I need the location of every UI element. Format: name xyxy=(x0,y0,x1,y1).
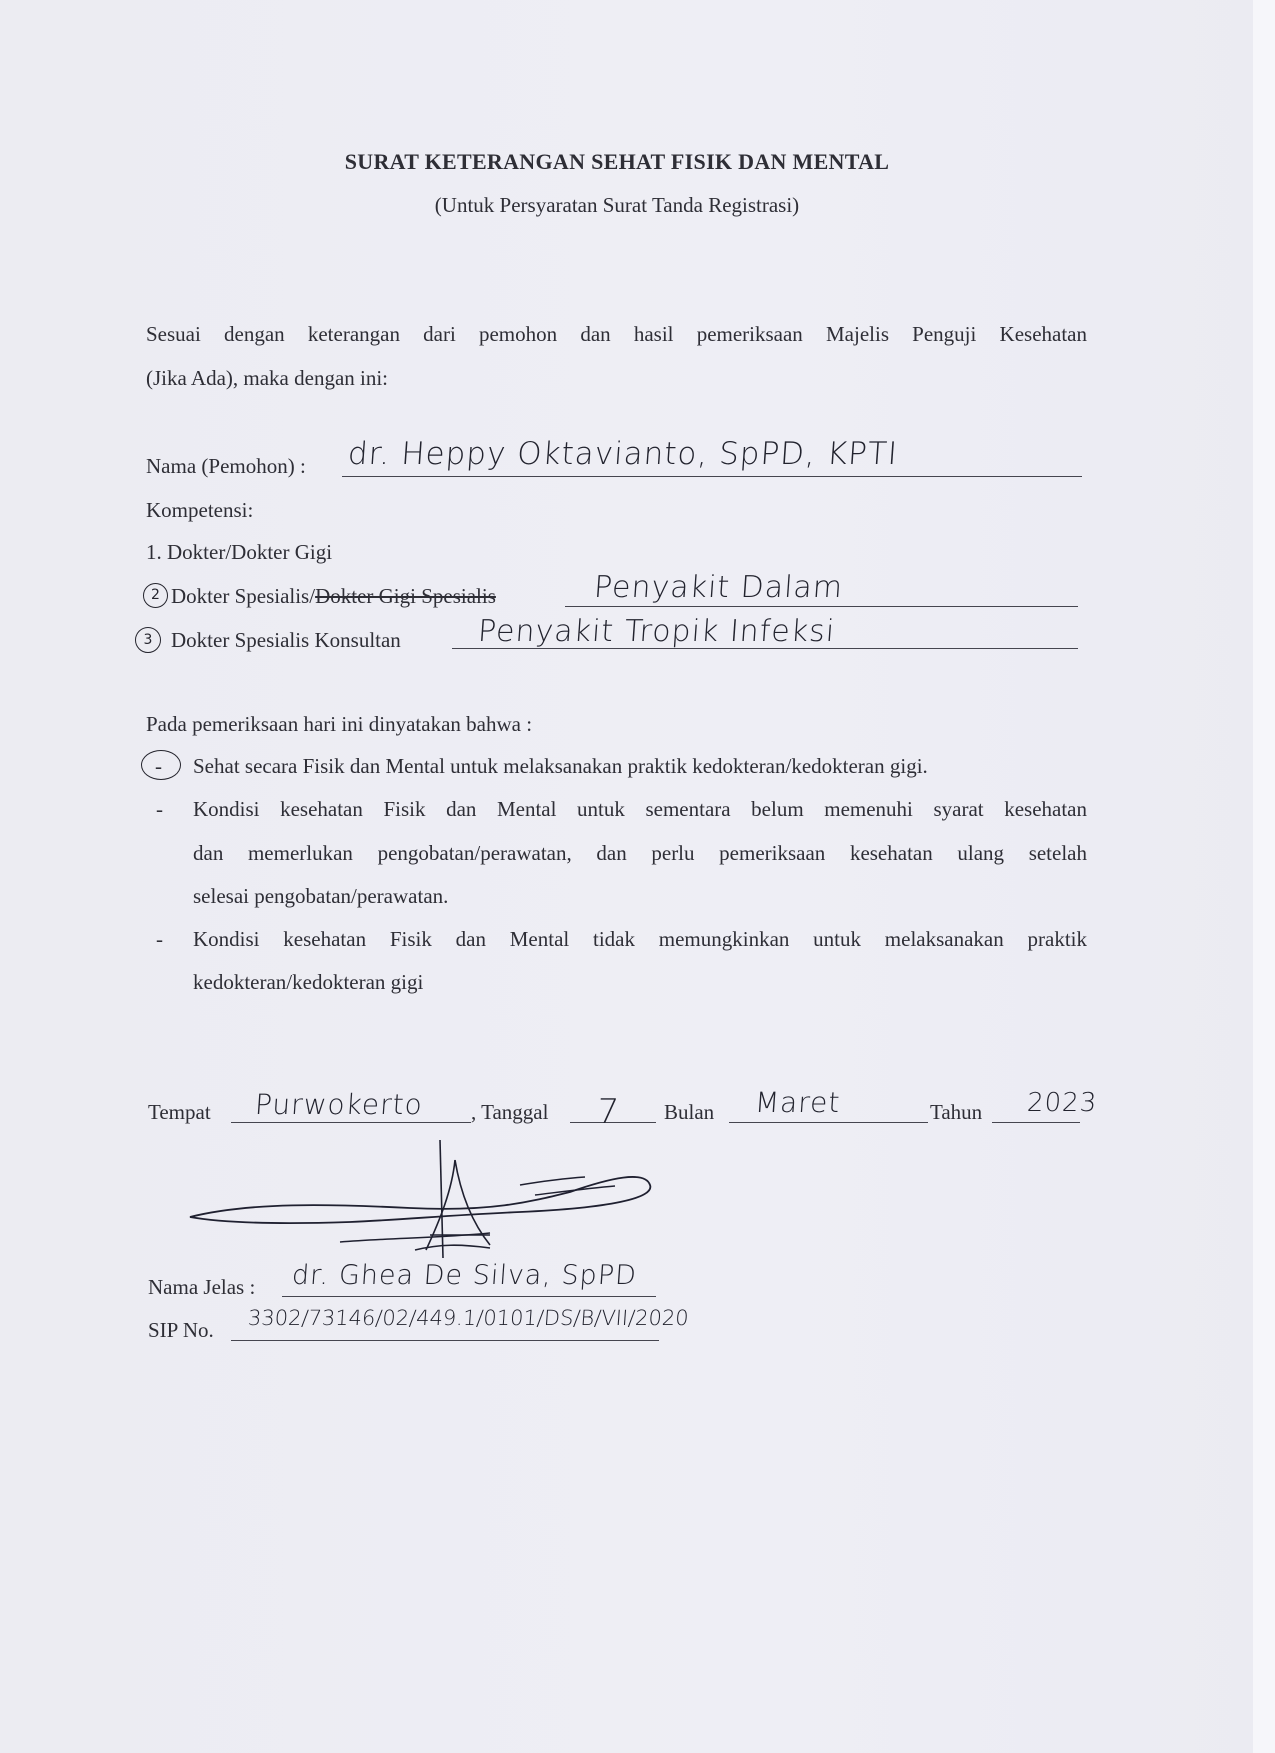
document-title: SURAT KETERANGAN SEHAT FISIK DAN MENTAL xyxy=(344,149,890,174)
year-underline xyxy=(992,1122,1080,1123)
competence-item-2-struck: Dokter Gigi Spesialis xyxy=(315,584,496,608)
circle-mark-2: 2 xyxy=(143,583,168,608)
exam-option-2-line-3: selesai pengobatan/perawatan. xyxy=(193,884,449,908)
circle-mark-3: 3 xyxy=(135,627,161,653)
applicant-name-label: Nama (Pemohon) : xyxy=(146,454,306,478)
applicant-name-value: dr. Heppy Oktavianto, SpPD, KPTI xyxy=(346,436,900,472)
competence-item-2-value: Penyakit Dalam xyxy=(592,570,845,605)
exam-option-1-text: Sehat secara Fisik dan Mental untuk melaksanakan praktik kedokteran/kedokteran gigi. xyxy=(193,754,928,778)
exam-option-3-line-1: Kondisi kesehatan Fisik dan Mental tidak memungkinkan untuk melaksanakan praktik xyxy=(193,927,1087,951)
competence-item-2-label: Dokter Spesialis/ xyxy=(171,584,316,608)
exam-option-1-bullet: - xyxy=(155,754,162,778)
exam-intro: Pada pemeriksaan hari ini dinyatakan bahwa : xyxy=(146,712,533,736)
signature-graphic xyxy=(190,1140,670,1280)
competence-item-3-label: Dokter Spesialis Konsultan xyxy=(171,628,401,652)
place-label: Tempat xyxy=(148,1100,211,1124)
month-value: Maret xyxy=(753,1086,842,1119)
year-value: 2023 xyxy=(1025,1088,1099,1118)
competence-label: Kompetensi: xyxy=(146,498,254,522)
place-underline xyxy=(231,1122,471,1123)
applicant-name-underline xyxy=(342,476,1082,477)
competence-item-2-underline xyxy=(565,606,1078,607)
signatory-name-value: dr. Ghea De Silva, SpPD xyxy=(290,1260,638,1291)
competence-item-2 xyxy=(171,584,496,609)
date-label: , Tanggal xyxy=(471,1100,549,1124)
signatory-name-label: Nama Jelas : xyxy=(148,1275,256,1299)
date-value: 7 xyxy=(595,1092,622,1132)
exam-option-3-line-2: kedokteran/kedokteran gigi xyxy=(193,970,424,994)
intro-line-1: Sesuai dengan keterangan dari pemohon dan hasil pemeriksaan Majelis Penguji Kesehatan xyxy=(146,322,1087,346)
intro-line-2: (Jika Ada), maka dengan ini: xyxy=(146,366,389,390)
sip-underline xyxy=(231,1340,659,1341)
competence-item-3-value: Penyakit Tropik Infeksi xyxy=(476,614,837,649)
exam-option-2-line-1: Kondisi kesehatan Fisik dan Mental untuk sementara belum memenuhi syarat kesehatan xyxy=(193,797,1087,821)
competence-item-1: 1. Dokter/Dokter Gigi xyxy=(146,540,333,564)
exam-option-2-line-2: dan memerlukan pengobatan/perawatan, dan perlu pemeriksaan kesehatan ulang setelah xyxy=(193,841,1087,865)
place-value: Purwokerto xyxy=(253,1088,424,1121)
sip-label: SIP No. xyxy=(148,1318,214,1342)
signatory-name-underline xyxy=(282,1296,656,1297)
month-underline xyxy=(729,1122,928,1123)
sip-value: 3302/73146/02/449.1/0101/DS/B/VII/2020 xyxy=(247,1306,690,1330)
exam-option-3-bullet: - xyxy=(156,927,163,951)
exam-option-2-bullet: - xyxy=(156,797,163,821)
page-edge xyxy=(1253,0,1275,1753)
year-label: Tahun xyxy=(930,1100,983,1124)
document-subtitle: (Untuk Persyaratan Surat Tanda Registrasi) xyxy=(434,193,800,217)
month-label: Bulan xyxy=(664,1100,715,1124)
